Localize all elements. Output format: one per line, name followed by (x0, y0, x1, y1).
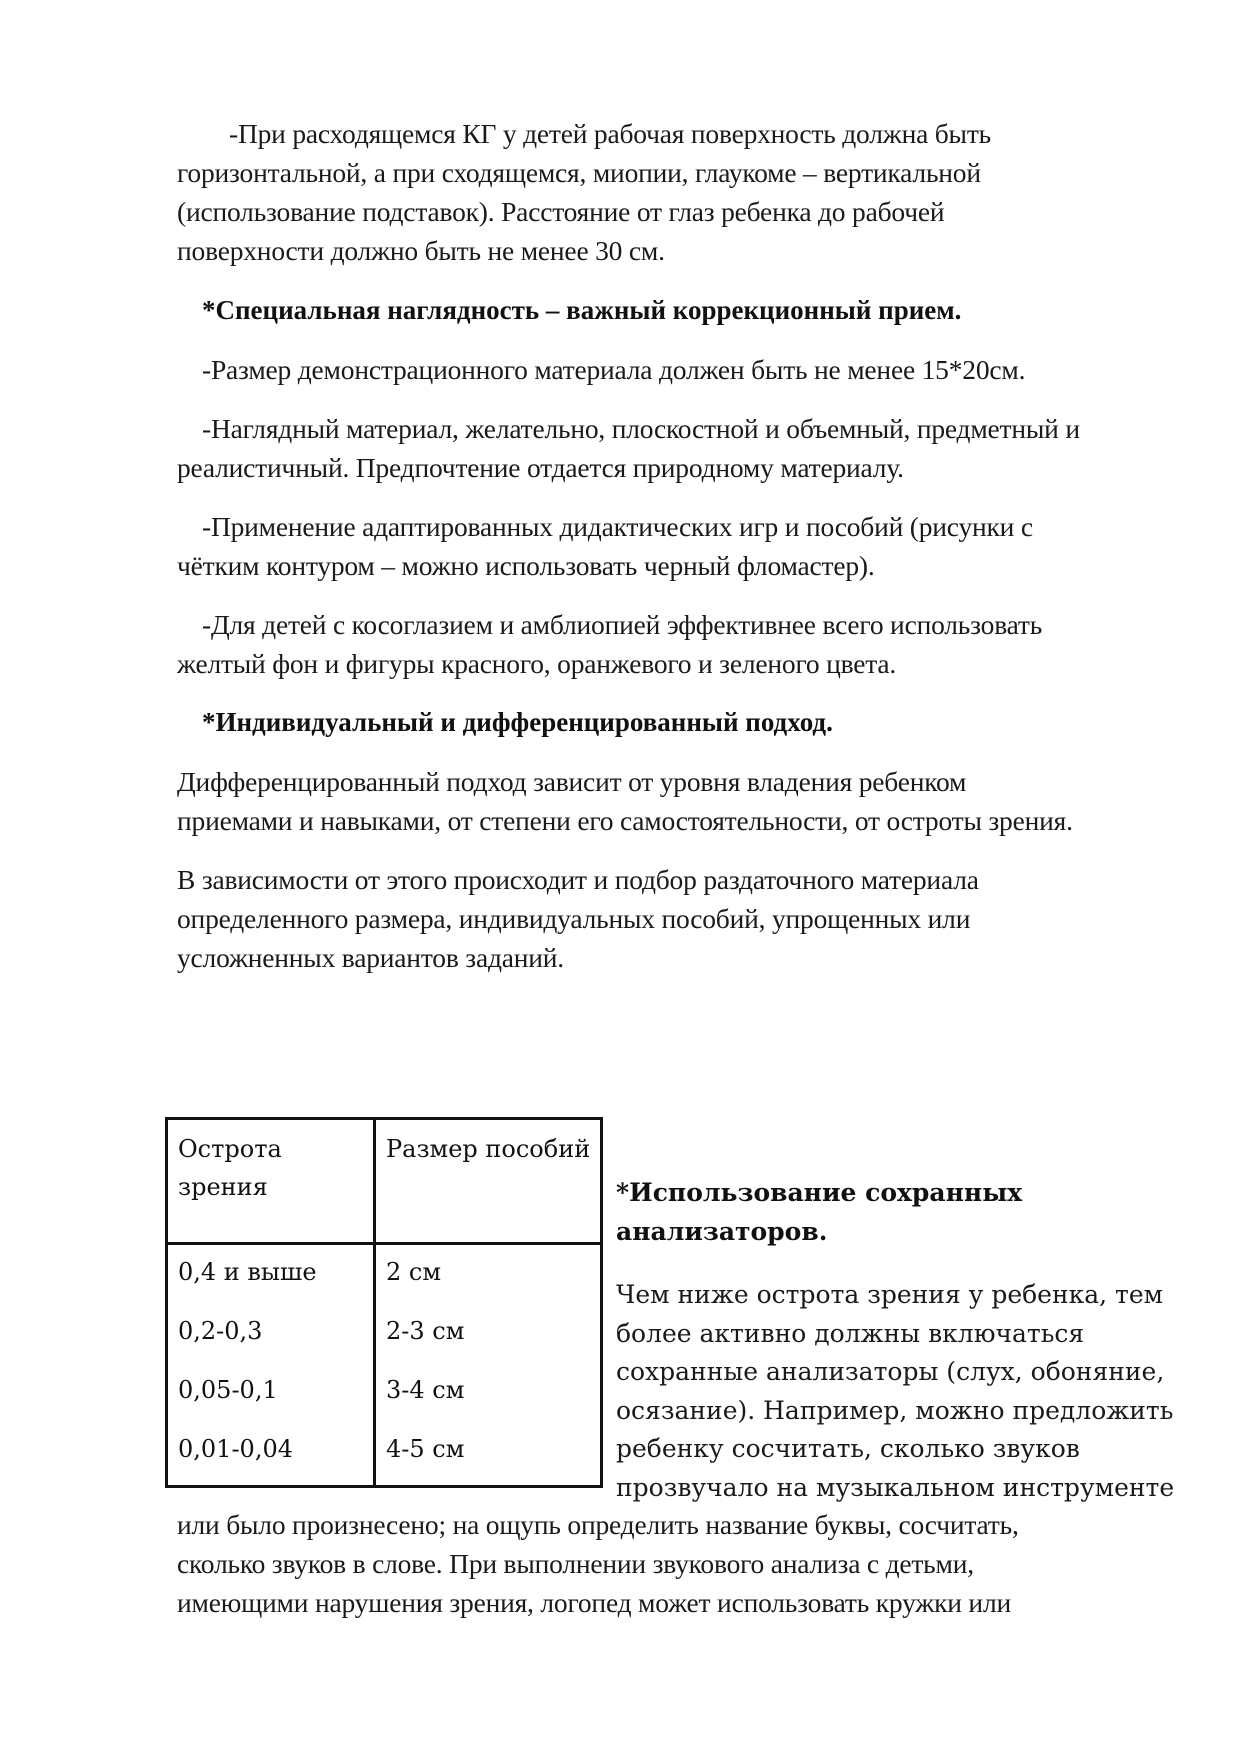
size-value: 3-4 см (386, 1376, 465, 1404)
paragraph-analyzers-continued: или было произнесено; на ощупь определить название буквы, сосчитать, сколько звуков в слове. При выполнении звукового анализа с детьми, имеющими нарушения зрения, логопед может использовать кружки или (177, 1509, 1019, 1618)
header-aid-size: Размер пособий (375, 1119, 602, 1244)
acuity-value: 0,4 и выше (178, 1258, 317, 1286)
acuity-values (167, 1244, 375, 1487)
size-value: 2-3 см (386, 1317, 465, 1345)
paragraph-analyzers-side: Чем ниже острота зрения у ребенка, тем более активно должны включаться сохранные анализаторы (слух, обоняние, осязание). Например, можно предложить ребенку сосчитать, сколько звуков прозвучало на музыкальном инструменте (616, 1280, 1175, 1502)
heading-individual-approach: *Индивидуальный и дифференцированный подход. (202, 707, 833, 737)
paragraph-demo-size: -Размер демонстрационного материала должен быть не менее 15*20см. (202, 354, 1026, 385)
header-acuity: Острота зрения (167, 1119, 375, 1244)
paragraph-material-selection: В зависимости от этого происходит и подбор раздаточного материала определенного размера, индивидуальных пособий, упрощенных или усложненных вариантов заданий. (177, 864, 979, 973)
table-body-row (167, 1244, 602, 1487)
paragraph-work-surface: -При расходящемся КГ у детей рабочая поверхность должна быть горизонтальной, а при сходящемся, миопии, глаукоме – вертикальной (использование подставок). Расстояние от глаз ребенка до рабочей поверхности должно быть не менее 30 см. (177, 118, 991, 266)
acuity-value: 0,05-0,1 (178, 1376, 278, 1404)
acuity-value: 0,2-0,3 (178, 1317, 263, 1345)
size-value: 2 см (386, 1258, 442, 1286)
heading-special-visuals: *Специальная наглядность – важный коррекционный прием. (202, 295, 962, 325)
acuity-size-table (165, 1117, 603, 1488)
heading-preserved-analyzers: *Использование сохранных анализаторов. (616, 1178, 1023, 1246)
paragraph-differentiated: Дифференцированный подход зависит от уровня владения ребенком приемами и навыками, от степени его самостоятельности, от остроты зрения. (177, 766, 1073, 836)
acuity-value: 0,01-0,04 (178, 1435, 293, 1463)
size-value: 4-5 см (386, 1435, 465, 1463)
size-values (375, 1244, 602, 1487)
paragraph-visual-material: -Наглядный материал, желательно, плоскостной и объемный, предметный и реалистичный. Предпочтение отдается природному материалу. (177, 413, 1080, 483)
table-header-row (167, 1119, 602, 1244)
paragraph-strabismus-colors: -Для детей с косоглазием и амблиопией эффективнее всего использовать желтый фон и фигуры красного, оранжевого и зеленого цвета. (177, 609, 1043, 679)
paragraph-didactic-games: -Применение адаптированных дидактических игр и пособий (рисунки с чётким контуром – можно использовать черный фломастер). (177, 511, 1033, 581)
